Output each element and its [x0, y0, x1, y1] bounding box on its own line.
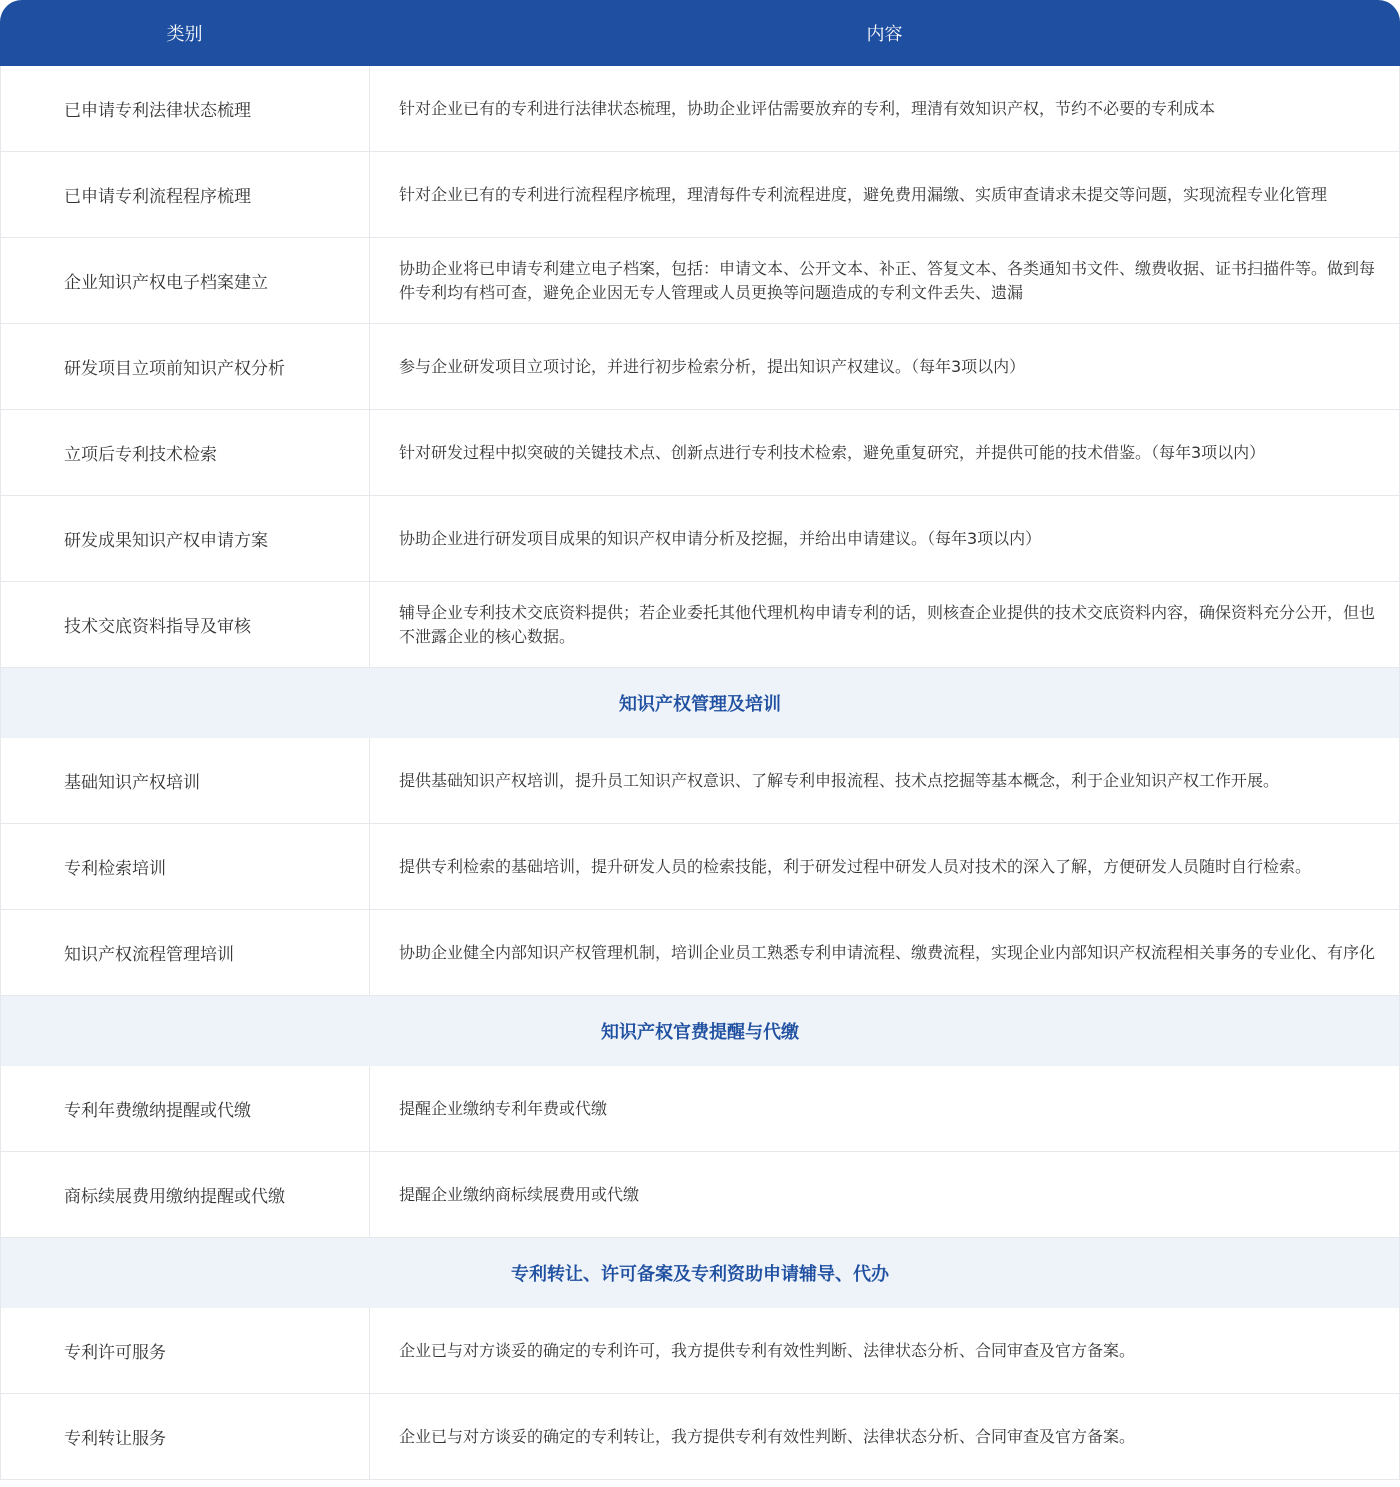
table-row — [1, 582, 1399, 668]
table-row — [1, 824, 1399, 910]
row-category: 商标续展费用缴纳提醒或代缴 — [1, 1152, 370, 1237]
row-category: 专利检索培训 — [1, 824, 370, 909]
row-category: 企业知识产权电子档案建立 — [1, 238, 370, 323]
row-category: 基础知识产权培训 — [1, 738, 370, 823]
table-row — [1, 238, 1399, 324]
section-title-patent-transfer-license: 专利转让、许可备案及专利资助申请辅导、代办 — [1, 1238, 1399, 1308]
row-content: 提供专利检索的基础培训，提升研发人员的检索技能，利于研发过程中研发人员对技术的深入了解，方便研发人员随时自行检索。 — [399, 856, 1312, 876]
table-row — [1, 738, 1399, 824]
row-category: 已申请专利流程程序梳理 — [1, 152, 370, 237]
row-category: 知识产权流程管理培训 — [1, 910, 370, 995]
row-content: 企业已与对方谈妥的确定的专利转让，我方提供专利有效性判断、法律状态分析、合同审查及官方备案。 — [399, 1426, 1136, 1446]
row-content: 提醒企业缴纳商标续展费用或代缴 — [399, 1184, 640, 1204]
table-row — [1, 1152, 1399, 1238]
row-content: 针对企业已有的专利进行法律状态梳理，协助企业评估需要放弃的专利，理清有效知识产权，节约不必要的专利成本 — [399, 98, 1216, 118]
row-content: 针对企业已有的专利进行流程程序梳理，理清每件专利流程进度，避免费用漏缴、实质审查请求未提交等问题，实现流程专业化管理 — [399, 184, 1328, 204]
section-title-ip-management-training: 知识产权管理及培训 — [1, 668, 1399, 738]
row-category: 专利转让服务 — [1, 1394, 370, 1479]
row-category: 专利年费缴纳提醒或代缴 — [1, 1066, 370, 1151]
row-content: 企业已与对方谈妥的确定的专利许可，我方提供专利有效性判断、法律状态分析、合同审查及官方备案。 — [399, 1340, 1136, 1360]
table-body — [0, 66, 1400, 1480]
row-category: 立项后专利技术检索 — [1, 410, 370, 495]
row-content: 协助企业将已申请专利建立电子档案，包括：申请文本、公开文本、补正、答复文本、各类通知书文件、缴费收据、证书扫描件等。做到每件专利均有档可查，避免企业因无专人管理或人员更换等问题造成的专利文件丢失、遗漏 — [399, 258, 1376, 302]
table-row — [1, 410, 1399, 496]
row-content: 协助企业进行研发项目成果的知识产权申请分析及挖掘，并给出申请建议。（每年3项以内） — [399, 528, 1042, 548]
row-content: 参与企业研发项目立项讨论，并进行初步检索分析，提出知识产权建议。（每年3项以内） — [399, 356, 1026, 376]
section-title-official-fees: 知识产权官费提醒与代缴 — [1, 996, 1399, 1066]
row-category: 专利许可服务 — [1, 1308, 370, 1393]
row-content: 协助企业健全内部知识产权管理机制，培训企业员工熟悉专利申请流程、缴费流程，实现企业内部知识产权流程相关事务的专业化、有序化 — [399, 942, 1376, 962]
table-row — [1, 1066, 1399, 1152]
row-category: 研发成果知识产权申请方案 — [1, 496, 370, 581]
table-row — [1, 1394, 1399, 1480]
table-row — [1, 66, 1399, 152]
row-category: 已申请专利法律状态梳理 — [1, 66, 370, 151]
row-content: 提供基础知识产权培训，提升员工知识产权意识、了解专利申报流程、技术点挖掘等基本概念，利于企业知识产权工作开展。 — [399, 770, 1280, 790]
table-row — [1, 1308, 1399, 1394]
table-row — [1, 152, 1399, 238]
header-category: 类别 — [166, 24, 203, 45]
row-content: 提醒企业缴纳专利年费或代缴 — [399, 1098, 608, 1118]
row-content: 针对研发过程中拟突破的关键技术点、创新点进行专利技术检索，避免重复研究，并提供可能的技术借鉴。（每年3项以内） — [399, 442, 1266, 462]
table-row — [1, 910, 1399, 996]
header-content: 内容 — [866, 24, 903, 45]
table-header — [0, 0, 1400, 66]
row-content: 辅导企业专利技术交底资料提供；若企业委托其他代理机构申请专利的话，则核查企业提供的技术交底资料内容，确保资料充分公开，但也不泄露企业的核心数据。 — [399, 602, 1376, 646]
row-category: 研发项目立项前知识产权分析 — [1, 324, 370, 409]
table-row — [1, 496, 1399, 582]
row-category: 技术交底资料指导及审核 — [1, 582, 370, 667]
table-row — [1, 324, 1399, 410]
